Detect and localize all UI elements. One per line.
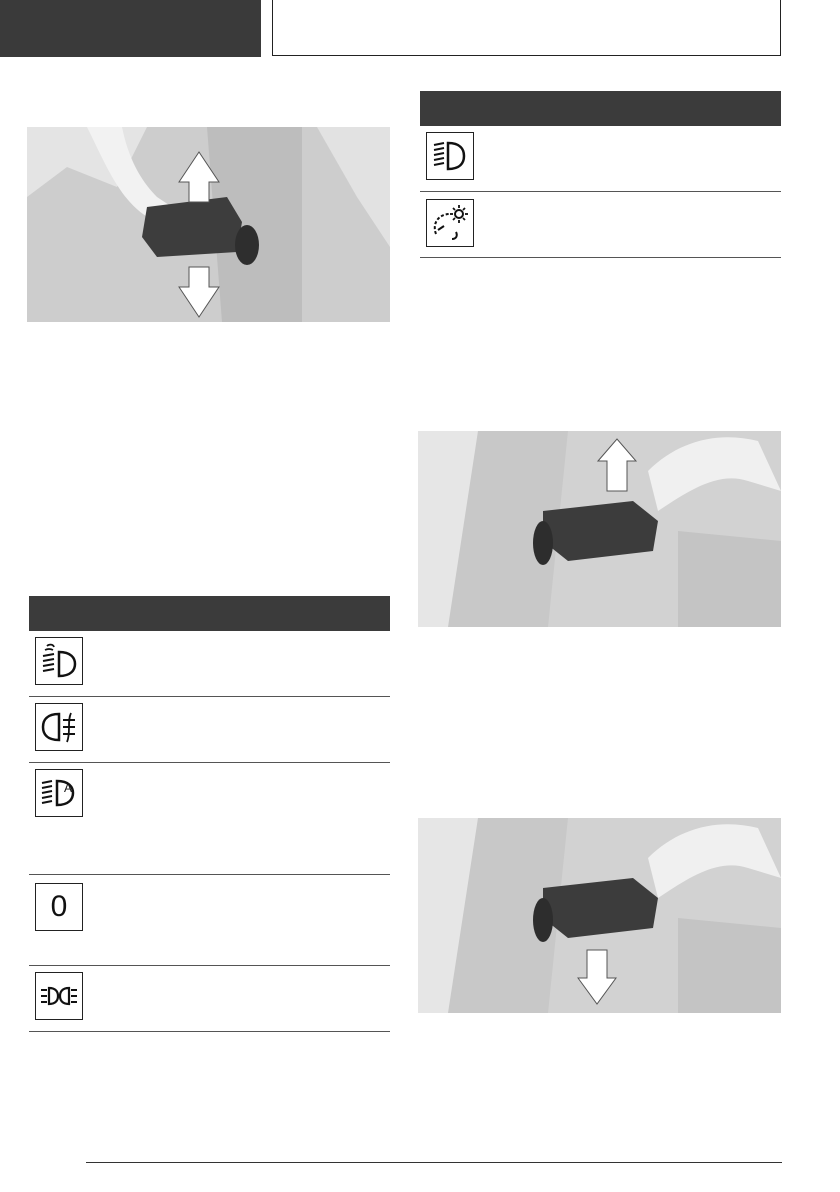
footer-rule (86, 1162, 782, 1163)
stalk-photo-up-down (27, 127, 390, 322)
front-fog-light-icon (35, 637, 83, 685)
parking-lights-icon (35, 972, 83, 1020)
stalk-illustration (418, 818, 781, 1013)
instrument-lighting-icon (426, 199, 474, 247)
rear-fog-light-icon (35, 703, 83, 751)
stalk-illustration (27, 127, 390, 322)
lights-off-icon (35, 883, 83, 931)
table-right-divider-1 (420, 191, 781, 192)
table-left-divider-3 (29, 874, 390, 875)
table-left-divider-4 (29, 965, 390, 966)
stalk-photo-push-up (418, 431, 781, 627)
table-left-header (29, 596, 390, 631)
lights-off-glyph: 0 (50, 890, 68, 923)
section-header-box (272, 0, 781, 56)
table-left-divider-2 (29, 762, 390, 763)
table-left-divider-1 (29, 696, 390, 697)
table-right-divider-2 (420, 257, 781, 258)
stalk-illustration (418, 431, 781, 627)
svg-text:A: A (63, 781, 73, 795)
stalk-photo-pull-down (418, 818, 781, 1013)
table-left-divider-5 (29, 1031, 390, 1032)
high-beam-icon (426, 132, 474, 180)
table-right-header (420, 91, 781, 126)
automatic-headlight-icon (35, 769, 83, 817)
chapter-tab (0, 0, 261, 57)
